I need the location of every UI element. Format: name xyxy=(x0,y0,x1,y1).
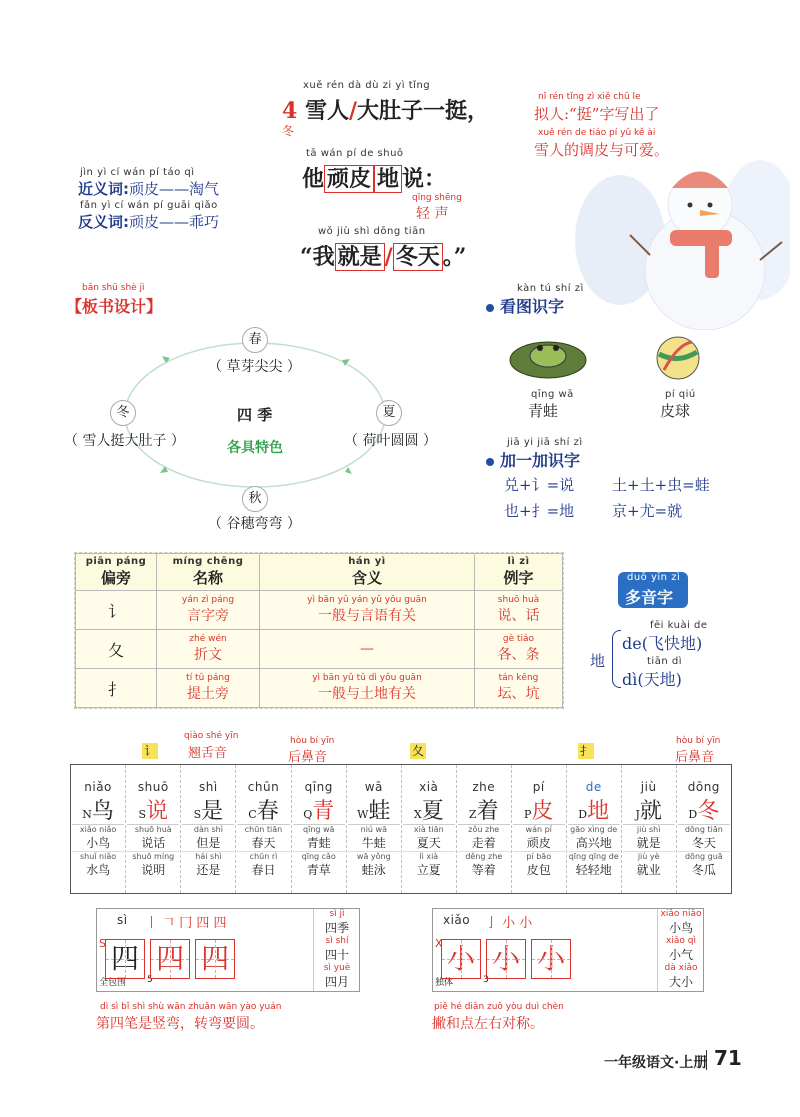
character-strip-table xyxy=(71,765,731,893)
line3-b: 就是 xyxy=(335,243,385,271)
equation-2: 土+土+虫=蛙 xyxy=(612,476,710,494)
character-strip xyxy=(70,764,732,894)
strip-cell: shì S是 dàn shì 但是 hái shì 还是 xyxy=(181,765,236,893)
strip-note-1-pinyin: qiào shé yīn xyxy=(184,731,239,741)
polyphone-pinyin: duō yīn zì xyxy=(627,572,681,583)
line3: “我 就是 / 冬天 。” xyxy=(300,244,467,270)
line2 xyxy=(302,162,446,193)
strip-cell: niǎo N鸟 xiǎo niǎo 小鸟 shuǐ niǎo 水鸟 xyxy=(71,765,126,893)
snowman-illustration xyxy=(560,150,790,330)
write1-tip-pinyin: dì sì bǐ shì shù wān zhuǎn wān yào yuán xyxy=(100,1002,282,1012)
season-autumn: 秋 xyxy=(242,486,268,512)
write1-cells xyxy=(105,939,235,979)
write1-structure: 全包围 xyxy=(99,978,127,988)
antonym-label: 反义词: xyxy=(78,213,129,231)
table-row: 扌 tí tǔ páng 提土旁 yì bān yǔ tǔ dì yǒu guān 一般与土地有关 tán kēng 坛、坑 xyxy=(76,669,563,708)
write1-strokes: 丨 𠃍 冂 四 四 xyxy=(145,916,227,931)
write1-cell-2: 四 xyxy=(150,939,190,979)
polyphone-char: 地 xyxy=(590,652,606,670)
ball-word: 皮球 xyxy=(660,402,691,420)
spring-desc: （ 草芽尖尖 ） xyxy=(208,359,301,375)
header-examples: lì zì 例字 xyxy=(475,554,563,591)
ball-pinyin: pí qiú xyxy=(665,389,696,400)
strip-cell: chūn C春 chūn tiān 春天 chūn rì 春日 xyxy=(236,765,291,893)
board-title-pinyin: bǎn shū shè jì xyxy=(82,283,145,293)
antonym-value: 顽皮——乖巧 xyxy=(129,213,220,231)
write2-letter: X xyxy=(435,937,443,950)
line2-note-pinyin: qīng shēng xyxy=(412,193,462,203)
strip-cell: jiù J就 jiù shì 就是 jiù yè 就业 xyxy=(621,765,676,893)
polyphone-r1: de(飞快地) xyxy=(622,634,703,653)
write2-tip: 撇和点左右对称。 xyxy=(432,1016,544,1032)
equation-1: 兑+讠=说 xyxy=(504,476,575,494)
line1-pinyin: xuě rén dà dù zi yì tǐng xyxy=(303,80,431,91)
synonym-pinyin: jìn yì cí wán pí táo qì xyxy=(80,167,195,178)
board-title: 【板书设计】 xyxy=(66,297,163,316)
strip-tag-1: 讠 xyxy=(143,744,156,758)
write2-cell-2: 小 xyxy=(486,939,526,979)
write2-strokes: 亅 小 小 xyxy=(485,916,533,931)
write2-pinyin: xiǎo xyxy=(443,913,471,927)
line3-c: 冬天 xyxy=(393,243,443,271)
autumn-desc: （ 谷穗弯弯 ） xyxy=(208,516,301,532)
add-words-pinyin: jiā yi jiā shí zì xyxy=(507,437,583,448)
polyphone-r2-pinyin: tiān dì xyxy=(647,656,682,667)
synonym-label: 近义词: xyxy=(78,180,129,198)
write1-tip: 第四笔是竖弯，转弯要圆。 xyxy=(96,1016,264,1032)
strip-note-2: 后鼻音 xyxy=(288,750,328,765)
side-note-2: 雪人的调皮与可爱。 xyxy=(534,141,670,159)
polyphone-badge: 多音字 xyxy=(625,588,674,607)
side-pinyin-2: xuě rén de tiáo pí yǔ kě ài xyxy=(538,128,656,138)
picture-words-pinyin: kàn tú shí zì xyxy=(517,283,584,294)
write1-letter: S xyxy=(99,937,106,950)
write2-cell-3: 小 xyxy=(531,939,571,979)
lesson-note: 冬 xyxy=(282,124,295,138)
line2-pinyin: tā wán pí de shuō xyxy=(306,148,404,159)
antonym-row xyxy=(78,211,219,232)
season-winter: 冬 xyxy=(110,400,136,426)
ball-picture xyxy=(654,334,702,382)
write2-count: 3 xyxy=(483,975,489,985)
line2-c: 地 xyxy=(374,165,402,193)
table-row: 讠 yán zì páng 言字旁 yì bān yǔ yán yǔ yǒu guān 一般与言语有关 shuō huà 说、话 xyxy=(76,591,563,630)
add-words-title: 加一加识字 xyxy=(486,448,580,471)
header-name: míng chēng 名称 xyxy=(157,554,260,591)
strip-tag-2: 夂 xyxy=(411,744,424,758)
strip-tag-3: 扌 xyxy=(579,744,592,758)
line1-a: 雪人 xyxy=(304,98,349,124)
synonym-row xyxy=(78,178,219,199)
line2-d: 说： xyxy=(402,166,447,192)
strip-cell: zhe Z着 zǒu zhe 走着 děng zhe 等着 xyxy=(456,765,511,893)
board-center-sub: 各具特色 xyxy=(227,440,283,456)
strip-cell: wā W蛙 niú wā 牛蛙 wā yǒng 蛙泳 xyxy=(346,765,401,893)
strip-cell: shuō S说 shuō huà 说话 shuō míng 说明 xyxy=(126,765,181,893)
write2-cells xyxy=(441,939,571,979)
picture-words-title: 看图识字 xyxy=(486,294,564,317)
write1-cell-1: 四 xyxy=(105,939,145,979)
season-spring: 春 xyxy=(242,327,268,353)
write1-count: 5 xyxy=(147,975,153,985)
strip-cell: xià X夏 xià tiān 夏天 lì xià 立夏 xyxy=(401,765,456,893)
radicals-table-box xyxy=(74,552,564,709)
synonym-value: 顽皮——淘气 xyxy=(129,180,220,198)
line3-pinyin: wǒ jiù shì dōng tiān xyxy=(318,226,426,237)
line2-note: 轻 声 xyxy=(416,206,449,222)
polyphone-r2: dì(天地) xyxy=(622,670,682,689)
write2-words: xiǎo niǎo 小鸟 xiǎo qì 小气 dà xiǎo 大小 xyxy=(657,909,704,991)
equation-4: 京+尤=就 xyxy=(612,502,683,520)
frog-word: 青蛙 xyxy=(528,402,559,420)
footer-book: 一年级语文·上册 xyxy=(604,1055,708,1071)
write2-structure: 独体 xyxy=(435,978,454,988)
line2-b: 顽皮 xyxy=(324,165,374,193)
strip-cell: pí P皮 wán pí 顽皮 pí bāo 皮包 xyxy=(511,765,566,893)
polyphone-brace xyxy=(612,630,621,688)
table-row: 夂 zhé wén 折文 — gè tiáo 各、条 xyxy=(76,630,563,669)
side-pinyin-1: nǐ rén tǐng zì xiě chū le xyxy=(538,92,641,102)
winter-desc: （ 雪人挺大肚子 ） xyxy=(64,433,185,449)
season-summer: 夏 xyxy=(376,400,402,426)
write2-tip-pinyin: piě hé diǎn zuǒ yòu duì chèn xyxy=(434,1002,564,1012)
equation-3: 也+扌=地 xyxy=(504,502,575,520)
antonym-pinyin: fǎn yì cí wán pí guāi qiǎo xyxy=(80,200,218,211)
summer-desc: （ 荷叶圆圆 ） xyxy=(344,433,437,449)
strip-note-1: 翘舌音 xyxy=(188,746,228,761)
write1-cell-3: 四 xyxy=(195,939,235,979)
side-note-1: 拟人:“挺”字写出了 xyxy=(534,105,660,123)
frog-pinyin: qīng wā xyxy=(531,389,574,400)
polyphone-r1-pinyin: fēi kuài de xyxy=(650,620,708,631)
strip-cell: de D地 gāo xìng de 高兴地 qīng qīng de 轻轻地 xyxy=(566,765,621,893)
board-center: 四 季 xyxy=(237,406,273,424)
strip-note-2-pinyin: hòu bí yīn xyxy=(290,736,335,746)
strip-note-3-pinyin: hòu bí yīn xyxy=(676,736,721,746)
write1-pinyin: sì xyxy=(117,913,128,927)
strip-note-3: 后鼻音 xyxy=(675,750,715,765)
line1: 4 雪人/大肚子一挺， xyxy=(282,98,490,124)
page-number: 71 xyxy=(714,1046,742,1070)
line2-a: 他 xyxy=(302,166,325,192)
write1-words: sì jì 四季 sì shí 四十 sì yuè 四月 xyxy=(313,909,360,991)
frog-picture xyxy=(508,336,588,380)
line3-d: 。” xyxy=(442,244,467,270)
radicals-table xyxy=(75,553,563,708)
header-radical: piān páng 偏旁 xyxy=(76,554,157,591)
line3-a: “我 xyxy=(300,244,335,270)
header-meaning: hán yì 含义 xyxy=(260,554,475,591)
footer-divider xyxy=(706,1050,707,1070)
line1-b: 大肚子一挺， xyxy=(357,98,490,124)
write-box-1 xyxy=(96,908,360,992)
write-box-2 xyxy=(432,908,704,992)
strip-cell: qīng Q青 qīng wā 青蛙 qīng cǎo 青草 xyxy=(291,765,346,893)
strip-cell: dōng D冬 dōng tiān 冬天 dōng guā 冬瓜 xyxy=(676,765,731,893)
write2-cell-1: 小 xyxy=(441,939,481,979)
lesson-number: 4 xyxy=(282,98,298,124)
